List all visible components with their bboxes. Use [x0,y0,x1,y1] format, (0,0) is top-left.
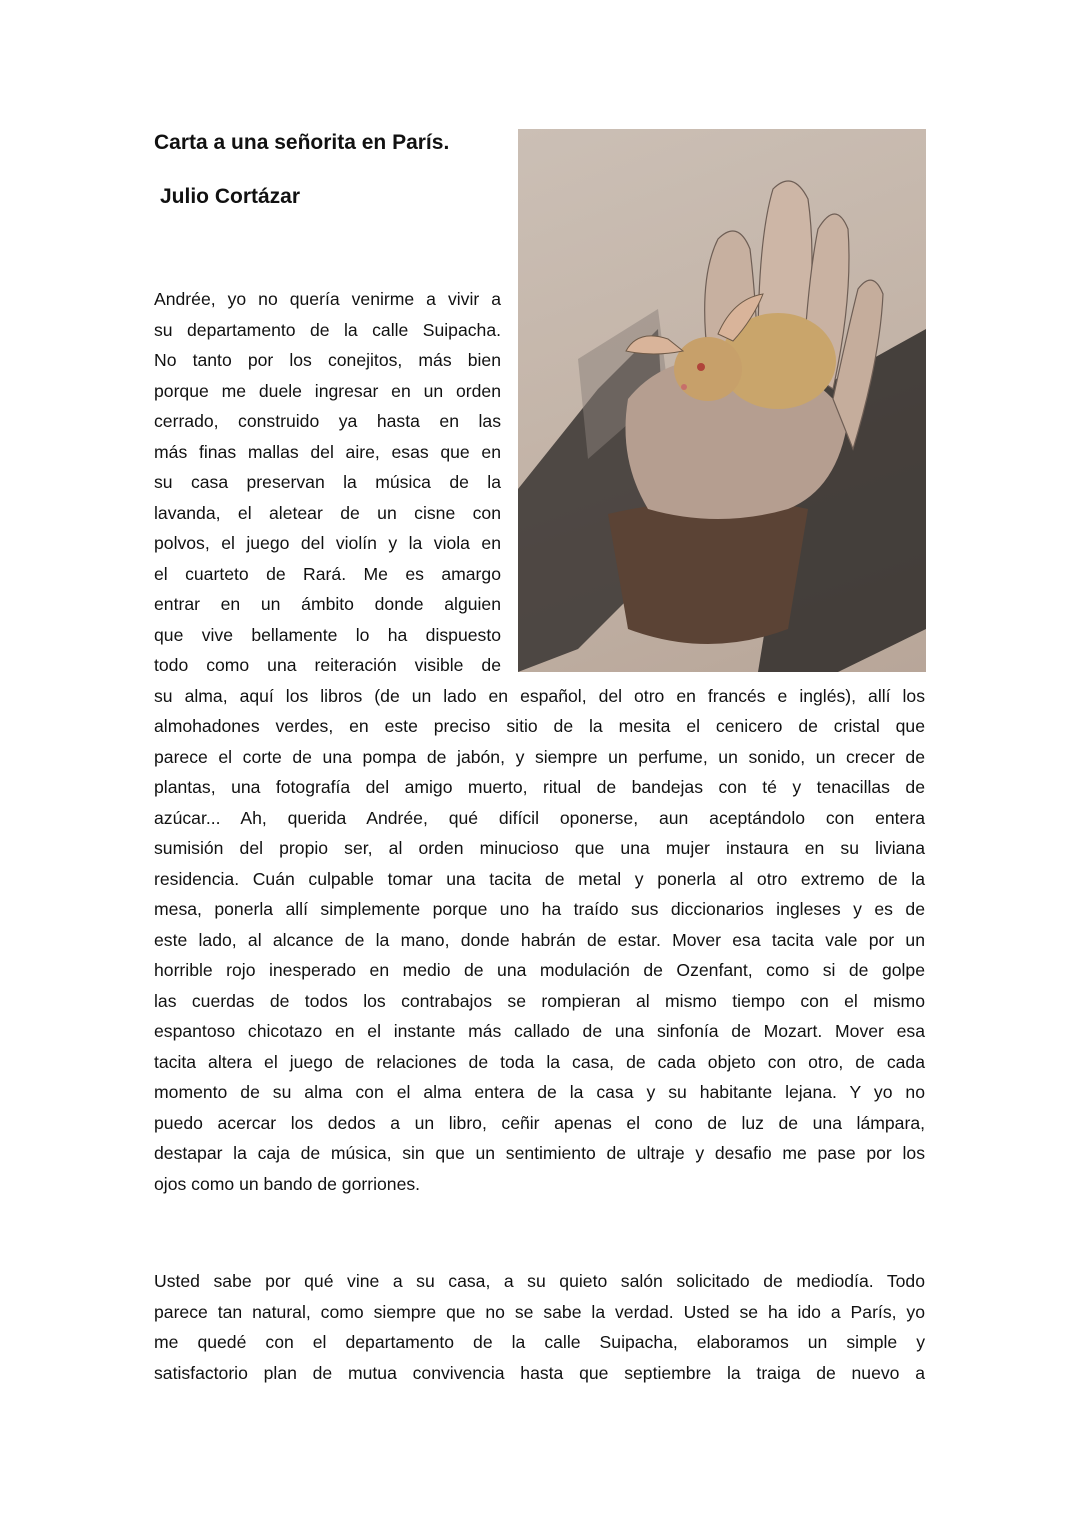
text-line: parece tan natural, como siempre que no se sabe la verdad. Usted se ha ido a París, yo [154,1301,925,1322]
text-line: que vive bellamente lo ha dispuesto [154,624,501,645]
document-author: Julio Cortázar [160,185,301,208]
document-title: Carta a una señorita en París. [154,131,450,154]
text-line: No tanto por los conejitos, más bien [154,350,501,370]
text-line: mesa, ponerla allí simplemente porque uno ha traído sus diccionarios ingleses y es de [154,899,925,919]
text-line: momento de su alma con el alma entera de la casa y su habitante lejana. Y yo no [154,1082,925,1102]
text-line: destapar la caja de música, sin que un sentimiento de ultraje y desafio me pase por los [154,1143,925,1163]
text-line: ojos como un bando de gorriones. [154,1173,421,1194]
text-line: su casa preservan la música de la [154,472,501,492]
text-line: entrar en un ámbito donde alguien [154,594,501,614]
text-line: este lado, al alcance de la mano, donde habrán de estar. Mover esa tacita vale por un [154,929,925,950]
text-line: el cuarteto de Rará. Me es amargo [154,563,501,584]
text-line: sumisión del propio ser, al orden minucioso que una mujer instaura en su liviana [154,838,925,858]
text-line: me quedé con el departamento de la calle Suipacha, elaboramos un simple y [154,1332,925,1352]
text-line: satisfactorio plan de mutua convivencia hasta que septiembre la traiga de nuevo a [154,1362,925,1383]
text-line: azúcar... Ah, querida Andrée, qué difícil oponerse, aun aceptándolo con entera [154,807,925,828]
text-line: polvos, el juego del violín y la viola en [154,533,501,553]
text-line: su alma, aquí los libros (de un lado en español, del otro en francés e inglés), allí los [154,685,925,706]
text-line: almohadones verdes, en este preciso sitio de la mesita el cenicero de cristal que [154,716,925,736]
text-line: residencia. Cuán culpable tomar una tacita de metal y ponerla al otro extremo de la [154,868,925,889]
text-line: parece el corte de una pompa de jabón, y siempre un perfume, un sonido, un crecer de [154,746,925,767]
text-line: lavanda, el aletear de un cisne con [154,502,501,523]
text-line: Usted sabe por qué vine a su casa, a su quieto salón solicitado de mediodía. Todo [154,1271,925,1291]
illustration-drawing [518,129,926,672]
text-line: horrible rojo inesperado en medio de una modulación de Ozenfant, como si de golpe [154,960,925,980]
text-line: cerrado, construido ya hasta en las [154,411,501,431]
text-line: Andrée, yo no quería venirme a vivir a [154,289,501,309]
text-line: tacita altera el juego de relaciones de toda la casa, de cada objeto con otro, de cada [154,1051,925,1072]
text-line: plantas, una fotografía del amigo muerto, ritual de bandejas con té y tenacillas de [154,777,925,797]
text-line: puedo acercar los dedos a un libro, ceñir apenas el cono de luz de una lámpara, [154,1112,925,1133]
text-line: todo como una reiteración visible de [154,655,501,675]
text-line: porque me duele ingresar en un orden [154,380,501,401]
text-line: las cuerdas de todos los contrabajos se rompieran al mismo tiempo con el mismo [154,990,925,1011]
text-line: más finas mallas del aire, esas que en [154,441,501,462]
text-line: su departamento de la calle Suipacha. [154,319,501,340]
rabbit-in-hand-illustration [518,129,926,672]
text-line: espantoso chicotazo en el instante más callado de una sinfonía de Mozart. Mover esa [154,1021,925,1041]
